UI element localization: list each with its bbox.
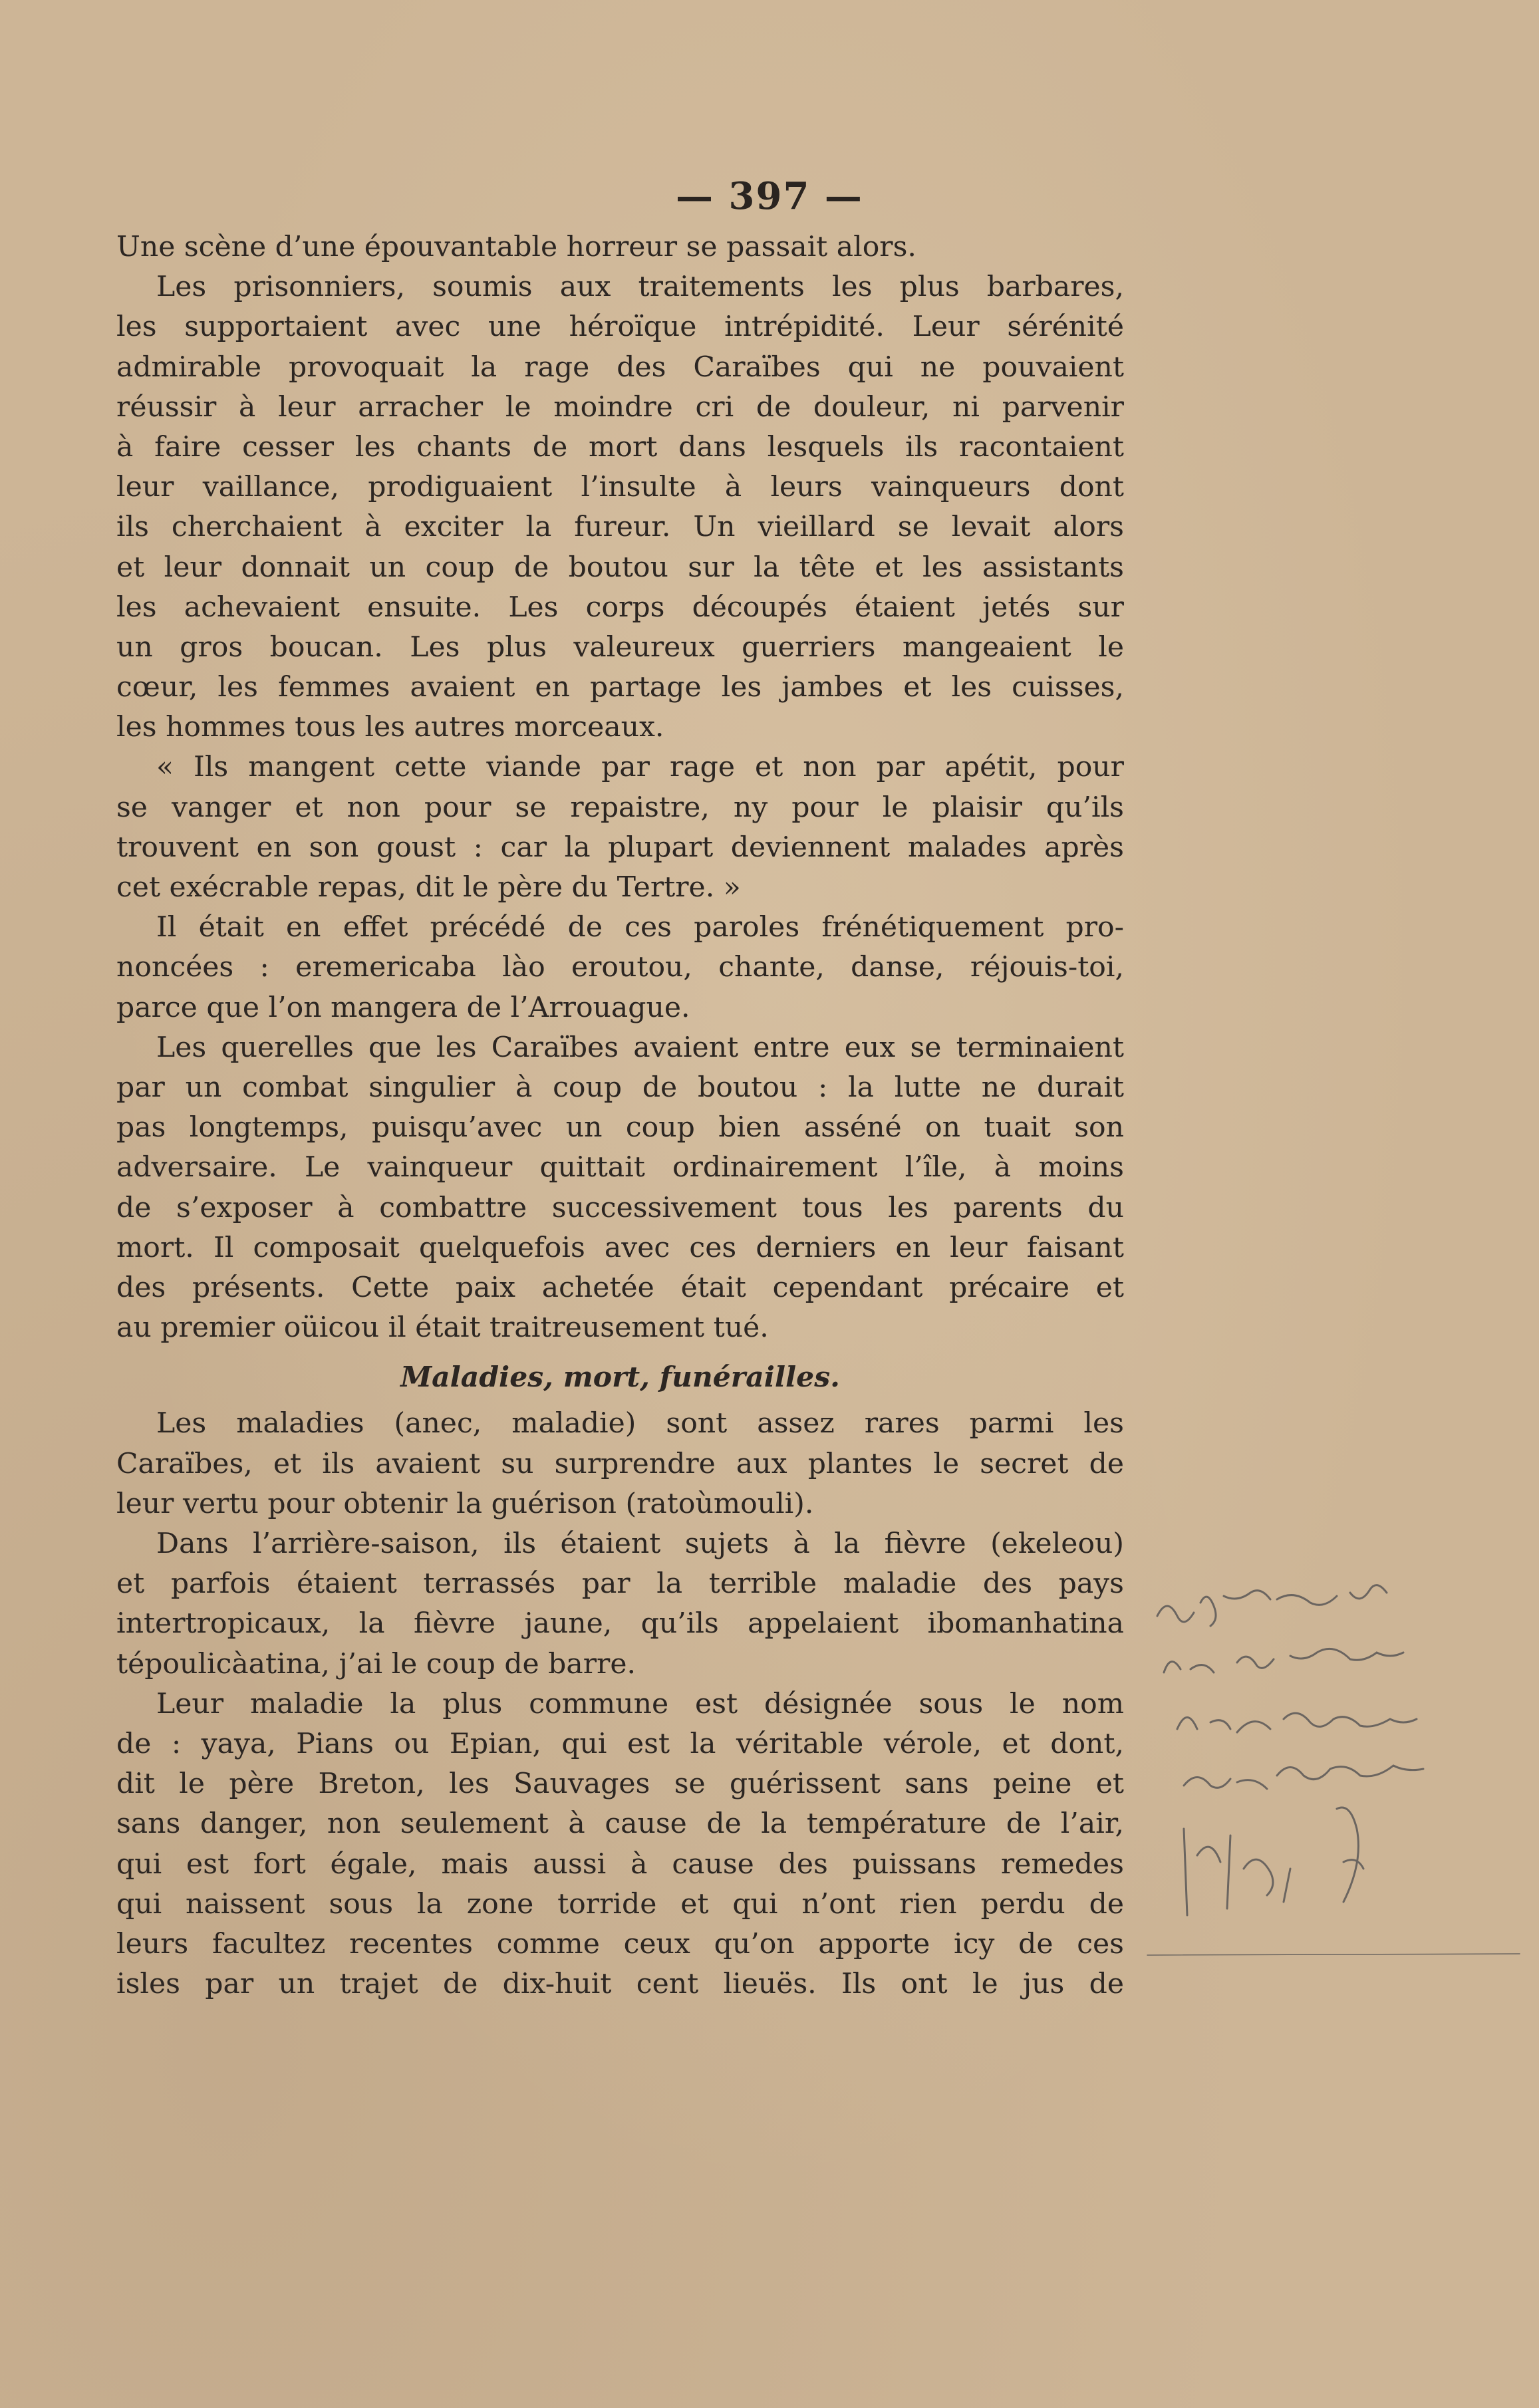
text-line: sans danger, non seulement à cause de la température de l’air, xyxy=(116,1807,1124,1841)
text-line: ils cherchaient à exciter la fureur. Un vieillard se levait alors xyxy=(116,511,1124,544)
text-line: leur vaillance, prodiguaient l’insulte à leurs vainqueurs dont xyxy=(116,471,1124,504)
text-line: admirable provoquait la rage des Caraïbes qui ne pouvaient xyxy=(116,350,1124,384)
text-line: Dans l’arrière-saison, ils étaient sujets à la fièvre (ekeleou) xyxy=(156,1528,1124,1560)
text-line: des présents. Cette paix achetée était cependant précaire et xyxy=(116,1271,1124,1304)
text-line: un gros boucan. Les plus valeureux guerriers mangeaient le xyxy=(116,630,1124,664)
text-line: isles par un trajet de dix-huit cent lieuës. Ils ont le jus de xyxy=(116,1968,1124,2001)
text-line: réussir à leur arracher le moindre cri de douleur, ni parvenir xyxy=(116,390,1124,424)
text-line: se vanger et non pour se repaistre, ny pour le plaisir qu’ils xyxy=(116,791,1124,824)
text-line: et parfois étaient terrassés par la terrible maladie des pays xyxy=(116,1567,1124,1601)
body-text xyxy=(116,227,1124,2004)
text-line: pas longtemps, puisqu’avec un coup bien asséné on tuait son xyxy=(116,1111,1124,1144)
text-line: Il était en effet précédé de ces paroles frénétiquement pro- xyxy=(156,911,1124,944)
text-line: les supportaient avec une héroïque intrépidité. Leur sérénité xyxy=(116,311,1124,344)
text-line: tépoulicàatina, j’ai le coup de barre. xyxy=(116,1647,636,1680)
text-line: cet exécrable repas, dit le père du Tertre. » xyxy=(116,871,741,904)
text-line: leurs facultez recentes comme ceux qu’on apporte icy de ces xyxy=(116,1927,1124,1960)
text-line: par un combat singulier à coup de boutou : la lutte ne durait xyxy=(116,1071,1124,1104)
text-line: Leur maladie la plus commune est désignée sous le nom xyxy=(156,1687,1124,1720)
text-line: qui est fort égale, mais aussi à cause des puissans remedes xyxy=(116,1847,1124,1881)
text-line: de : yaya, Pians ou Epian, qui est la véritable vérole, et dont, xyxy=(116,1727,1124,1760)
text-line: leur vertu pour obtenir la guérison (ratoùmouli). xyxy=(116,1487,814,1520)
text-line: Les maladies (anec, maladie) sont assez rares parmi les xyxy=(156,1407,1124,1440)
text-line: Les querelles que les Caraïbes avaient entre eux se terminaient xyxy=(156,1031,1124,1064)
text-line: qui naissent sous la zone torride et qui n’ont rien perdu de xyxy=(116,1887,1124,1921)
text-line: adversaire. Le vainqueur quittait ordinairement l’île, à moins xyxy=(116,1151,1124,1184)
text-line: mort. Il composait quelquefois avec ces derniers en leur faisant xyxy=(116,1231,1124,1264)
handwritten-annotation-icon xyxy=(1137,1556,1539,1982)
text-line: cœur, les femmes avaient en partage les jambes et les cuisses, xyxy=(116,671,1124,704)
text-line: « Ils mangent cette viande par rage et non par apétit, pour xyxy=(156,751,1124,784)
text-line: parce que l’on mangera de l’Arrouague. xyxy=(116,991,690,1024)
text-line: noncées : eremericaba lào eroutou, chante, danse, réjouis-toi, xyxy=(116,951,1124,984)
text-line: et leur donnait un coup de boutou sur la tête et les assistants xyxy=(116,551,1124,584)
page-number: — 397 — xyxy=(676,174,863,218)
section-heading: Maladies, mort, funérailles. xyxy=(400,1361,840,1395)
text-line: dit le père Breton, les Sauvages se guérissent sans peine et xyxy=(116,1768,1124,1801)
text-line: de s’exposer à combattre successivement tous les parents du xyxy=(116,1191,1124,1224)
text-line: à faire cesser les chants de mort dans lesquels ils racontaient xyxy=(116,430,1124,464)
text-line: Caraïbes, et ils avaient su surprendre aux plantes le secret de xyxy=(116,1447,1124,1480)
text-line: trouvent en son goust : car la plupart deviennent malades après xyxy=(116,831,1124,864)
text-line: Les prisonniers, soumis aux traitements les plus barbares, xyxy=(156,271,1124,304)
text-line: au premier oüicou il était traitreusement tué. xyxy=(116,1311,769,1345)
text-line: intertropicaux, la fièvre jaune, qu’ils appelaient ibomanhatina xyxy=(116,1607,1124,1641)
text-line: les hommes tous les autres morceaux. xyxy=(116,711,664,744)
text-line: Une scène d’une épouvantable horreur se passait alors. xyxy=(116,231,916,263)
text-line: les achevaient ensuite. Les corps découpés étaient jetés sur xyxy=(116,591,1124,624)
